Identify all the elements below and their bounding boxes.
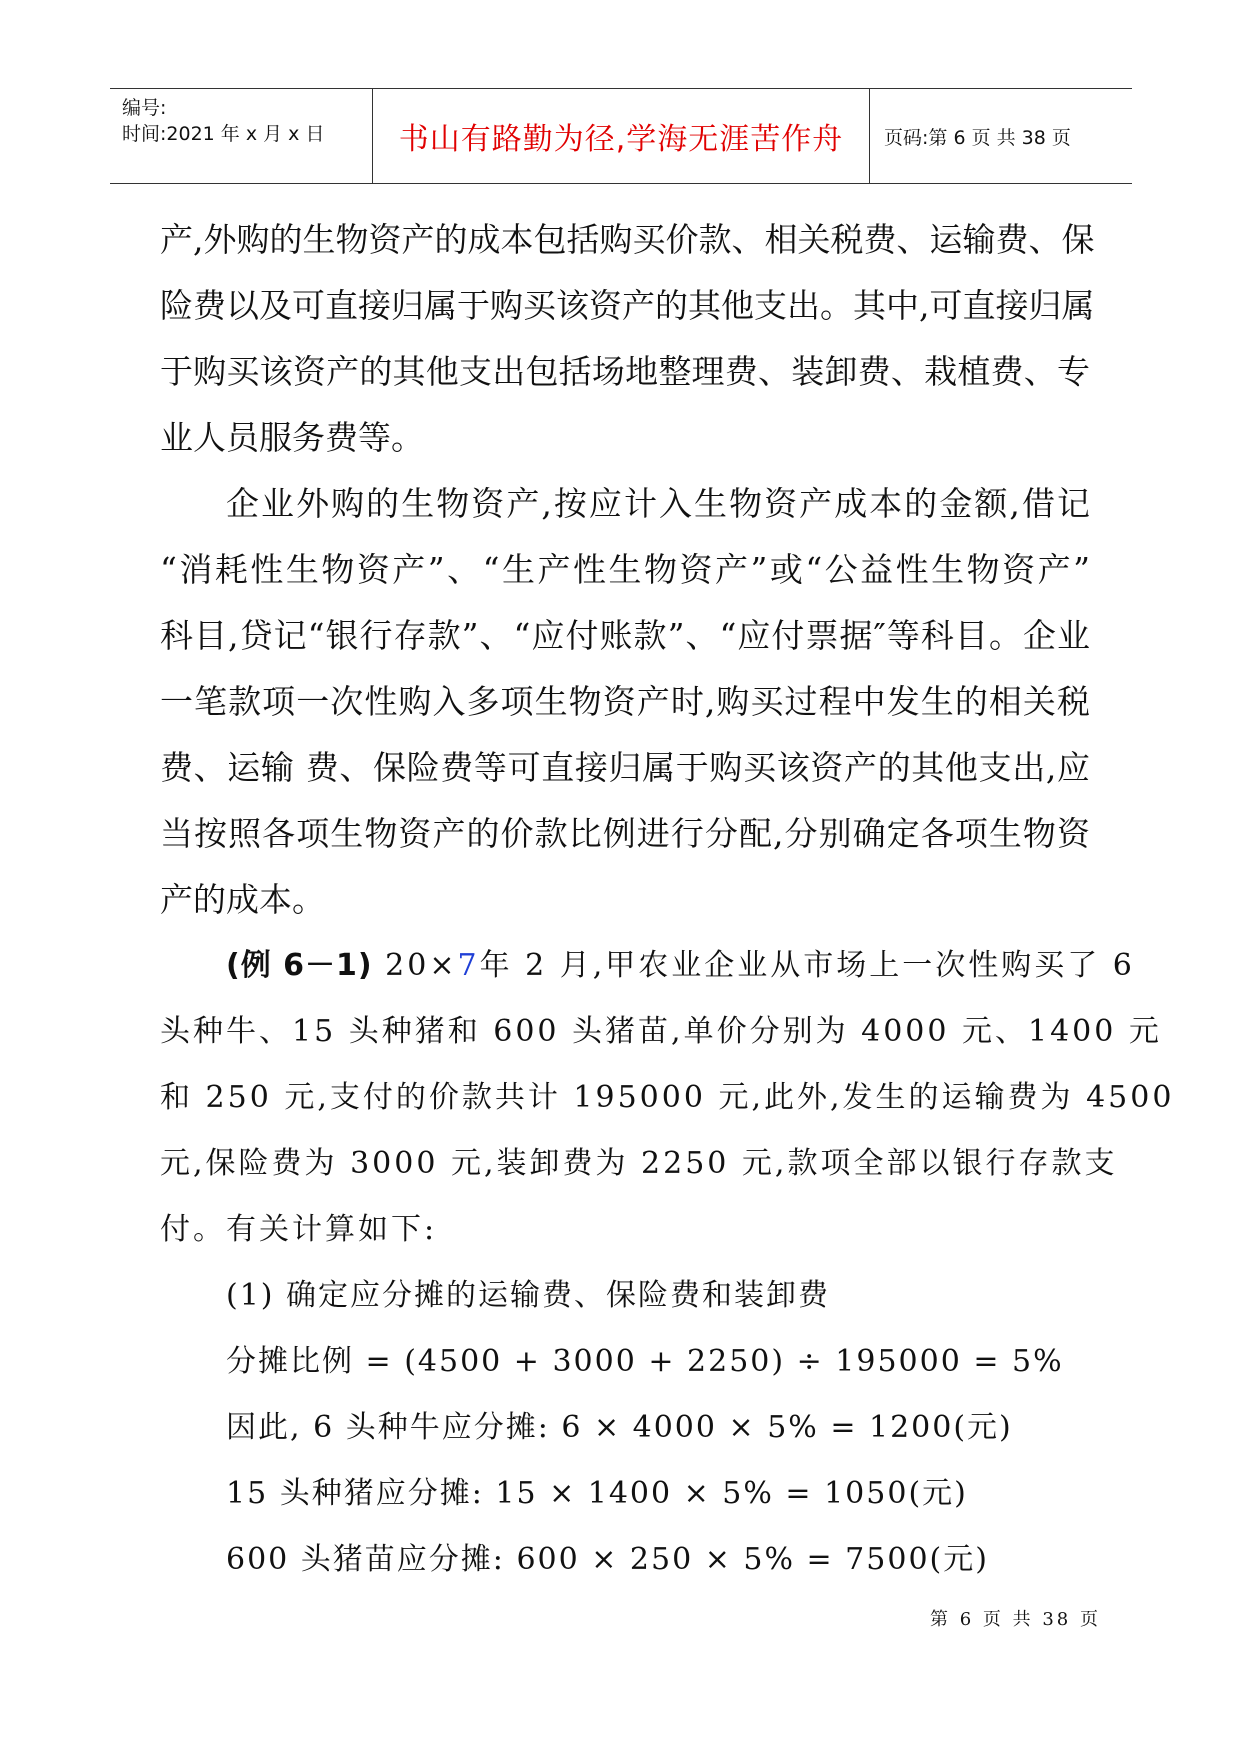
body-line: 企业外购的生物资产,按应计入生物资产成本的金额,借记	[226, 484, 1090, 523]
body-line: 于购买该资产的其他支出包括场地整理费、装卸费、栽植费、专	[160, 352, 1090, 391]
body-line: 当按照各项生物资产的价款比例进行分配,分别确定各项生物资	[160, 814, 1090, 853]
body-line: 业人员服务费等。	[160, 418, 424, 457]
calc-line: 因此, 6 头种牛应分摊: 6 × 4000 × 5% = 1200(元)	[226, 1410, 1013, 1445]
example-label: (例 6－1)	[226, 948, 373, 983]
header-page-cell	[870, 89, 1132, 183]
example-line: 付。有关计算如下:	[160, 1212, 438, 1247]
body-line: 险费以及可直接归属于购买该资产的其他支出。其中,可直接归属	[160, 286, 1095, 325]
header-meta	[110, 89, 372, 183]
document-header	[110, 88, 1132, 184]
page-footer: 第 6 页 共 38 页	[930, 1609, 1101, 1630]
example-line: 元,保险费为 3000 元,装卸费为 2250 元,款项全部以银行存款支	[160, 1146, 1118, 1181]
example-year-digit: 7	[457, 948, 480, 983]
body-line: 费、运输 费、保险费等可直接归属于购买该资产的其他支出,应	[160, 748, 1090, 787]
body-line: “消耗性生物资产”、“生产性生物资产”或“公益性生物资产”	[160, 550, 1090, 589]
calc-line: 15 头种猪应分摊: 15 × 1400 × 5% = 1050(元)	[226, 1476, 968, 1511]
body-line: 一笔款项一次性购入多项生物资产时,购买过程中发生的相关税	[160, 682, 1090, 721]
number-label: 编号:	[122, 97, 167, 119]
body-line: 科目,贷记“银行存款”、“应付账款”、“应付票据″等科目。企业	[160, 616, 1090, 655]
motto: 书山有路勤为径,学海无涯苦作舟	[398, 122, 844, 157]
page-code: 页码:第 6 页 共 38 页	[884, 126, 1071, 149]
example-year-prefix: 20×	[385, 948, 458, 983]
example-first-line	[226, 936, 1135, 996]
example-line: 头种牛、15 头种猪和 600 头猪苗,单价分别为 4000 元、1400 元	[160, 1014, 1162, 1049]
calc-line: 600 头猪苗应分摊: 600 × 250 × 5% = 7500(元)	[226, 1542, 989, 1577]
calc-line: (1) 确定应分摊的运输费、保险费和装卸费	[226, 1278, 831, 1313]
example-line: 和 250 元,支付的价款共计 195000 元,此外,发生的运输费为 4500	[160, 1080, 1175, 1115]
body-line: 产的成本。	[160, 880, 325, 919]
calc-line: 分摊比例 = (4500 + 3000 + 2250) ÷ 195000 = 5%	[226, 1344, 1064, 1379]
header-motto-cell	[372, 89, 870, 183]
body-line: 产,外购的生物资产的成本包括购买价款、相关税费、运输费、保	[160, 220, 1095, 259]
example-line1-rest: 年 2 月,甲农业企业从市场上一次性购买了 6	[479, 948, 1135, 983]
date-label: 时间:2021 年 x 月 x 日	[122, 123, 325, 145]
